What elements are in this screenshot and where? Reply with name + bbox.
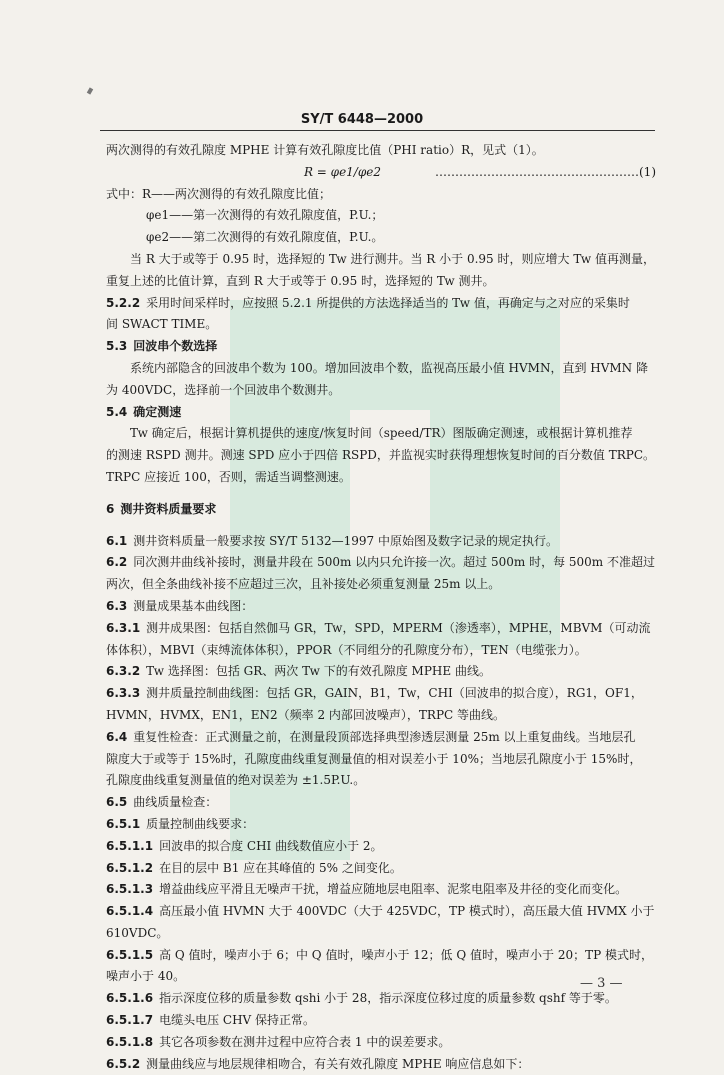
equation-formula: R = φe1/φe2 [303,164,381,179]
text-line: 测井成果图：包括自然伽马 GR，Tw，SPD，MPERM（渗透率），MPHE，MBVM（可动流 [146,620,651,635]
text-line: 指示深度位移的质量参数 qshi 小于 28，指示深度位移过度的质量参数 qshf 等于零。 [159,991,617,1006]
section-heading-5-4 [106,402,656,424]
text-line: 其它各项参数在测井过程中应符合表 1 中的误差要求。 [159,1034,451,1049]
text-line: 体体积），MBVI（束缚流体体积），PPOR（不同组分的孔隙度分布），TEN（电缆张力）。 [106,642,587,657]
equation-number: ……………………………………………(1) [435,164,656,179]
clause-6-3 [106,596,656,618]
clause-6-5 [106,792,656,814]
text-line: 系统内部隐含的回波串个数为 100。增加回波串个数，监视高压最小值 HVMN，直到 HVMN 降 [130,360,649,375]
clause-6-3-1 [106,618,656,640]
clause-6-5-1-8 [106,1032,656,1054]
text-line: HVMN，HVMX，EN1，EN2（频率 2 内部回波噪声），TRPC 等曲线。 [106,707,506,722]
text-line: 610VDC。 [106,925,169,940]
clause-number: 6.5.1.7 [106,1013,154,1028]
scan-speck [87,87,93,94]
clause-number: 6.5.2 [106,1056,141,1071]
page-number: — 3 — [580,976,623,991]
text-line: 两次测得的有效孔隙度 MPHE 计算有效孔隙度比值（PHI ratio）R，见式（1）。 [106,143,544,157]
clause-6-5-1-5 [106,945,656,967]
text-line: Tw 选择图：包括 GR、两次 Tw 下的有效孔隙度 MPHE 曲线。 [146,664,491,679]
chapter-heading-6 [106,499,656,521]
text-line: 采用时间采样时，应按照 5.2.1 所提供的方法选择适当的 Tw 值，再确定与之对应的采集时 [146,295,630,310]
text-line: 孔隙度曲线重复测量值的绝对误差为 ±1.5P.U.。 [106,773,366,788]
clause-6-5-1-6 [106,988,656,1010]
clause-6-1 [106,531,656,553]
clause-6-5-1 [106,814,656,836]
text-line: 两次，但全条曲线补接不应超过三次，且补接处必须重复测量 25m 以上。 [106,577,501,592]
clause-number: 6.4 [106,729,128,744]
text-line: 增益曲线应平滑且无噪声干扰，增益应随地层电阻率、泥浆电阻率及井径的变化而变化。 [159,882,628,897]
clause-6-3-3 [106,683,656,705]
section-heading-5-3 [106,336,656,358]
heading-text: 测井资料质量要求 [120,501,217,516]
clause-number: 6.5.1.5 [106,947,154,962]
text-line: 测量成果基本曲线图： [133,598,254,613]
clause-number: 6.2 [106,555,128,570]
clause-number: 6.3 [106,598,128,613]
heading-text: 确定测速 [133,404,182,419]
text-line: 同次测井曲线补接时，测量井段在 500m 以内只允许接一次。超过 500m 时，每 500m 不准超过 [133,555,656,570]
text-line: Tw 确定后，根据计算机提供的速度/恢复时间（speed/TR）图版确定测速，或根据计算机推荐 [130,426,633,441]
text-line: 重复上述的比值计算，直到 R 大于或等于 0.95 时，选择短的 Tw 测井。 [106,273,495,288]
clause-number: 5.2.2 [106,295,141,310]
text-line: 电缆头电压 CHV 保持正常。 [159,1013,316,1028]
heading-text: 回波串个数选择 [133,339,218,354]
clause-number: 6 [106,501,115,516]
text-line: φe2——第二次测得的有效孔隙度值，P.U.。 [146,230,384,245]
text-line: 测井质量控制曲线图：包括 GR，GAIN，B1，Tw，CHI（回波串的拟合度），RG1，OF1， [146,686,643,701]
text-line: 隙度大于或等于 15%时，孔隙度曲线重复测量值的相对误差小于 10%；当地层孔隙度小于 15%时， [106,751,642,766]
clause-number: 6.3.1 [106,620,141,635]
clause-number: 5.4 [106,404,128,419]
text-line: 式中：R——两次测得的有效孔隙度比值； [106,186,332,201]
text-line: φe1——第一次测得的有效孔隙度值，P.U.； [146,208,384,223]
text-line: 回波串的拟合度 CHI 曲线数值应小于 2。 [159,838,383,853]
header-divider [100,130,655,131]
text-line: 质量控制曲线要求： [146,816,255,831]
text-line: 曲线质量检查： [133,795,218,810]
clause-number: 6.3.3 [106,686,141,701]
text-line: 重复性检查：正式测量之前，在测量段顶部选择典型渗透层测量 25m 以上重复曲线。当地层孔 [133,729,636,744]
equation-line [106,162,656,184]
clause-6-5-1-7 [106,1010,656,1032]
clause-5-2-2 [106,293,656,315]
text-line: 噪声小于 40。 [106,969,186,984]
clause-6-5-1-4 [106,901,656,923]
clause-number: 6.5.1.6 [106,991,154,1006]
clause-number: 5.3 [106,339,128,354]
text-line: 测井资料质量一般要求按 SY/T 5132—1997 中原始图及数字记录的规定执行。 [133,533,558,548]
clause-6-5-2 [106,1054,656,1075]
clause-number: 6.5.1.8 [106,1034,154,1049]
clause-number: 6.5.1.2 [106,860,154,875]
text-line: 为 400VDC，选择前一个回波串个数测井。 [106,382,341,397]
text-line: 高压最小值 HVMN 大于 400VDC（大于 425VDC，TP 模式时），高压最大值 HVMX 小于 [159,904,655,919]
clause-number: 6.3.2 [106,664,141,679]
clause-number: 6.1 [106,533,128,548]
text-line: 的测速 RSPD 测井。测速 SPD 应小于四倍 RSPD，并监视实时获得理想恢复时间的百分数值 TRPC。 [106,448,656,463]
clause-number: 6.5.1 [106,816,141,831]
clause-6-2 [106,552,656,574]
text-line: 当 R 大于或等于 0.95 时，选择短的 Tw 进行测井。当 R 小于 0.95 时，则应增大 Tw 值再测量， [130,251,655,266]
text-line: 测量曲线应与地层规律相吻合，有关有效孔隙度 MPHE 响应信息如下： [146,1056,530,1071]
text-line: 间 SWACT TIME。 [106,317,218,332]
clause-number: 6.5.1.4 [106,904,154,919]
clause-number: 6.5.1.3 [106,882,154,897]
clause-6-5-1-1 [106,836,656,858]
document-header: SY/T 6448—2000 [300,112,424,127]
text-line: 高 Q 值时，噪声小于 6；中 Q 值时，噪声小于 12；低 Q 值时，噪声小于 20；TP 模式时， [159,947,653,962]
clause-number: 6.5 [106,795,128,810]
clause-number: 6.5.1.1 [106,838,154,853]
text-line: 在目的层中 B1 应在其峰值的 5% 之间变化。 [159,860,402,875]
document-body [106,140,656,1075]
clause-6-5-1-2 [106,858,656,880]
text-line: TRPC 应接近 100，否则，需适当调整测速。 [106,469,351,484]
clause-6-3-2 [106,661,656,683]
clause-6-5-1-3 [106,879,656,901]
clause-6-4 [106,727,656,749]
